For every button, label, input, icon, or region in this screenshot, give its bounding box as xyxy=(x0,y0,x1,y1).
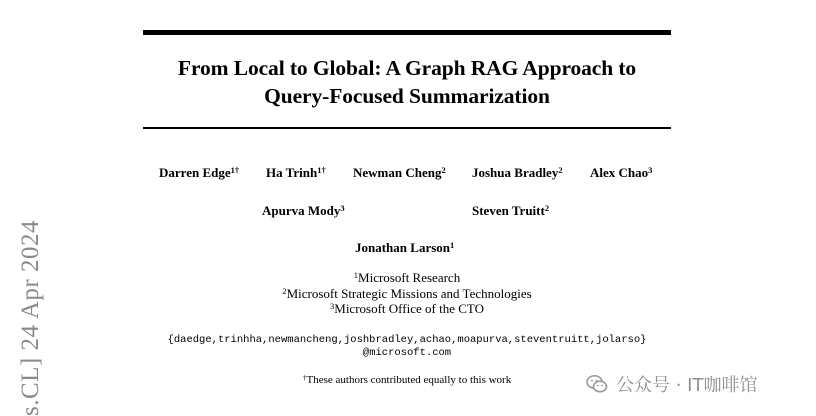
title-bottom-rule xyxy=(143,127,671,129)
author-newman-cheng xyxy=(353,165,446,181)
affiliation-text: Microsoft Research xyxy=(358,270,461,285)
author-affil-mark: 1 xyxy=(450,240,455,250)
author-jonathan-larson xyxy=(355,240,454,256)
paper-title xyxy=(143,54,671,110)
author-affil-mark: 2 xyxy=(558,165,563,175)
author-steven-truitt xyxy=(472,203,549,219)
wechat-icon xyxy=(586,373,608,395)
footnote-text: These authors contributed equally to this work xyxy=(306,374,512,386)
author-apurva-mody xyxy=(262,203,345,219)
email-domain: @microsoft.com xyxy=(362,347,452,359)
author-name: Joshua Bradley xyxy=(472,165,559,180)
author-emails: {daedge,trinhha,newmancheng,joshbradley,achao,moapurva,steventruitt,jolarso} xyxy=(167,334,647,346)
affiliation-3 xyxy=(143,301,671,317)
author-affil-mark: 2 xyxy=(441,165,446,175)
author-alex-chao xyxy=(590,165,652,181)
paper-title-line-2: Query-Focused Summarization xyxy=(264,84,550,108)
author-name: Darren Edge xyxy=(159,165,231,180)
arxiv-margin-stamp: s.CL] 24 Apr 2024 xyxy=(17,220,44,416)
author-name: Alex Chao xyxy=(590,165,649,180)
affiliation-2 xyxy=(143,286,671,302)
wechat-watermark xyxy=(586,370,757,398)
affiliation-text: Microsoft Strategic Missions and Technologies xyxy=(286,286,532,301)
author-name: Ha Trinh xyxy=(266,165,318,180)
author-affil-mark: 3 xyxy=(648,165,653,175)
author-name: Apurva Mody xyxy=(262,203,341,218)
title-top-rule xyxy=(143,30,671,35)
author-ha-trinh xyxy=(266,165,326,181)
author-name: Steven Truitt xyxy=(472,203,545,218)
affiliation-mark: 3 xyxy=(330,301,335,311)
affiliation-mark: 2 xyxy=(282,286,287,296)
author-affil-mark: 1† xyxy=(317,165,326,175)
author-name: Newman Cheng xyxy=(353,165,442,180)
author-darren-edge xyxy=(159,165,239,181)
affiliation-mark: 1 xyxy=(353,270,359,280)
watermark-text: 公众号 · IT咖啡馆 xyxy=(616,375,758,396)
paper-title-line-1: From Local to Global: A Graph RAG Approach to xyxy=(177,56,637,80)
author-affil-mark: 1† xyxy=(230,165,240,175)
author-joshua-bradley xyxy=(472,165,563,181)
affiliation-1 xyxy=(143,270,671,286)
affiliation-text: Microsoft Office of the CTO xyxy=(334,301,484,316)
footnote-dagger-mark: † xyxy=(302,373,307,382)
author-name: Jonathan Larson xyxy=(355,240,450,255)
author-affil-mark: 3 xyxy=(340,203,345,213)
author-affil-mark: 2 xyxy=(544,203,550,213)
